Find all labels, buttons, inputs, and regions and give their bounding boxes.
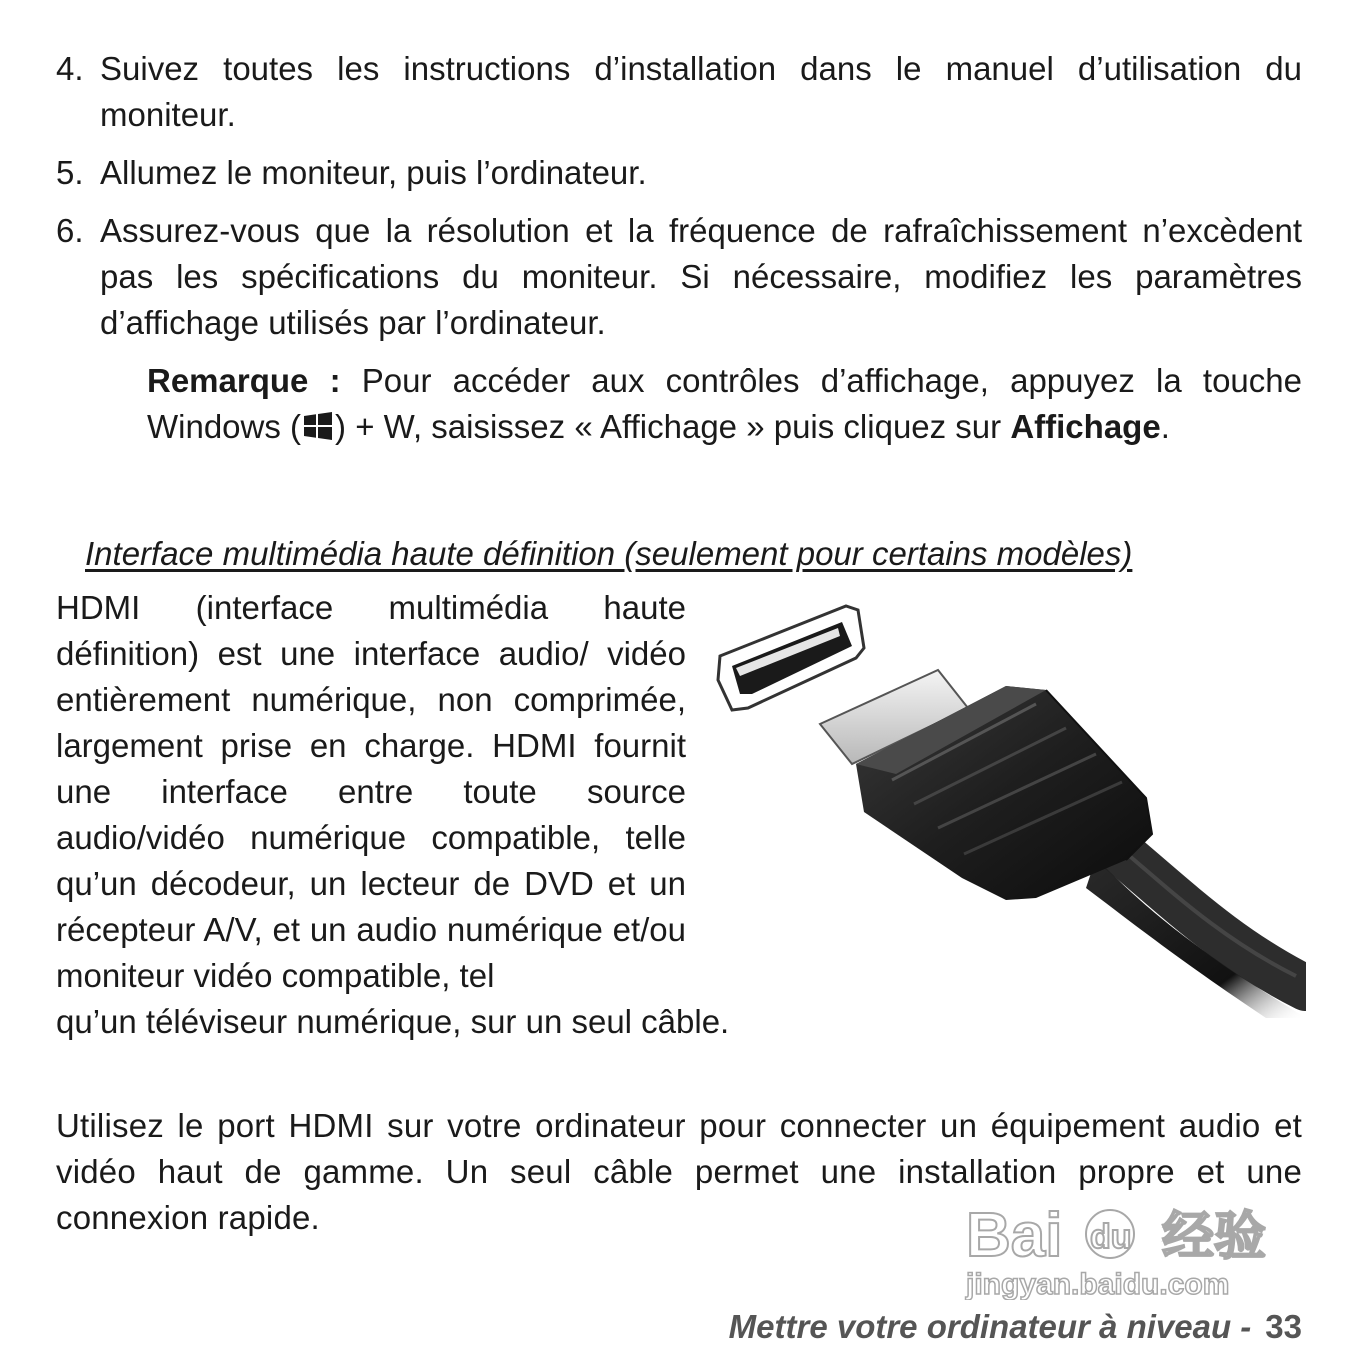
hdmi-usage-paragraph: Utilisez le port HDMI sur votre ordinateur pour connecter un équipement audio et vidéo haut de gamme. Un seul câble permet une installation propre et une connexion rapide. — [56, 1107, 1302, 1236]
list-item-4 — [56, 46, 1302, 138]
list-item-5 — [56, 150, 1302, 196]
list-text: Allumez le moniteur, puis l’ordinateur. — [100, 154, 647, 191]
watermark-brand-left: Bai — [966, 1201, 1063, 1270]
windows-logo-icon — [303, 411, 333, 441]
watermark-brand-mid: du — [1090, 1218, 1132, 1256]
hdmi-connector-illustration — [706, 598, 1306, 1018]
watermark-url: jingyan.baidu.com — [966, 1268, 1230, 1300]
hdmi-port — [718, 606, 864, 710]
list-text: Suivez toutes les instructions d’installation dans le manuel d’utilisation du moniteur. — [100, 50, 1302, 133]
watermark-brand-cn: 经验 — [1162, 1208, 1267, 1266]
note-bold-affichage: Affichage — [1010, 408, 1161, 445]
note-period: . — [1160, 408, 1170, 445]
list-number: 6. — [56, 212, 84, 249]
note-remark — [147, 358, 1302, 450]
hdmi-paragraph-wrapped: HDMI (interface multimédia haute définition) est une interface audio/ vidéo entièrement numérique, non comprimée, largement prise en charge. HDMI fournit une interface entre toute source audio/vidéo numérique compatible, telle qu’un décodeur, un lecteur de DVD et un récepteur A/V, et un audio numérique et/ou moniteur vidéo compatible, tel — [56, 589, 686, 994]
list-number: 5. — [56, 154, 84, 191]
section-title: Interface multimédia haute définition (seulement pour certains modèles) — [85, 535, 1133, 572]
note-label: Remarque : — [147, 362, 341, 399]
note-text-before: Pour accéder aux contrôles d’affichage, appuyez la touche Windows ( — [147, 362, 1302, 445]
baidu-watermark-logo — [960, 1190, 1290, 1300]
hdmi-paragraph — [56, 585, 730, 1045]
page-number: 33 — [1265, 1308, 1302, 1345]
hdmi-paragraph-last-line: qu’un téléviseur numérique, sur un seul câble. — [56, 1003, 730, 1040]
list-item-6 — [56, 208, 1302, 346]
list-text: Assurez-vous que la résolution et la fréquence de rafraîchissement n’excèdent pas les spécifications du moniteur. Si nécessaire, modifiez les paramètres d’affichage utilisés par l’ordinateur. — [100, 212, 1302, 341]
footer-title: Mettre votre ordinateur à niveau - — [728, 1308, 1252, 1345]
note-text-after: ) + W, saisissez « Affichage » puis cliquez sur — [335, 408, 1011, 445]
page-footer — [729, 1305, 1302, 1349]
list-number: 4. — [56, 50, 84, 87]
